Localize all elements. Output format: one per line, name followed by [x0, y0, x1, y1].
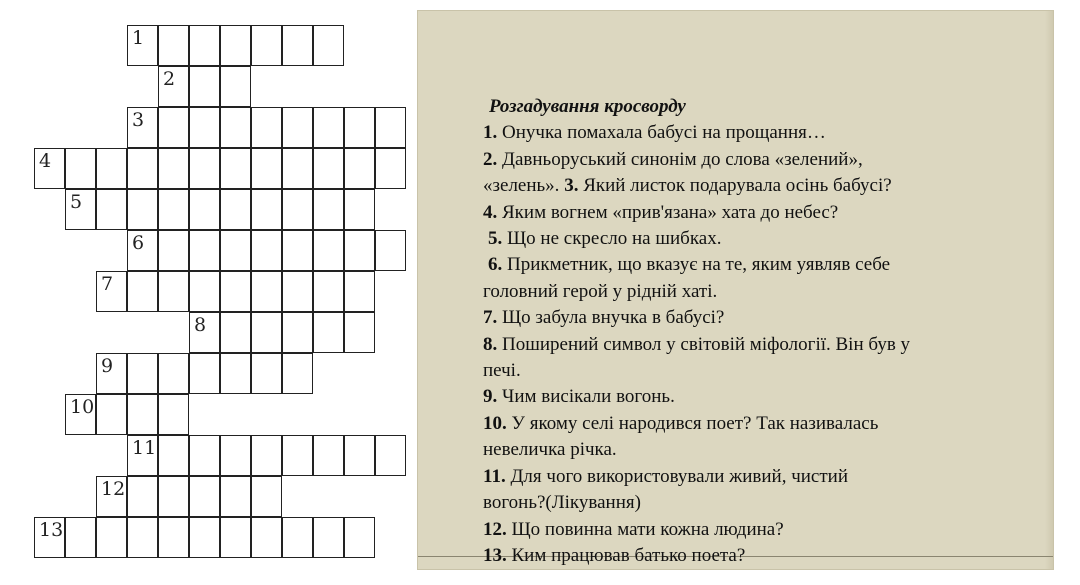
clue-7	[483, 305, 1003, 331]
clue-4	[483, 200, 1003, 226]
clue-number-label: 11	[132, 437, 157, 459]
crossword-cell[interactable]	[189, 230, 220, 271]
crossword-cell[interactable]	[96, 394, 127, 435]
clue-number-label: 13	[39, 519, 64, 541]
clue-2	[483, 147, 1003, 173]
clue-text: Давньоруський синонім до слова «зелений»,	[497, 148, 863, 170]
crossword-cell[interactable]	[127, 148, 158, 189]
clue-number: 6.	[488, 254, 503, 276]
clue-text: «зелень».	[483, 175, 565, 197]
clue-number: 7.	[483, 307, 498, 329]
clue-6	[483, 252, 1003, 278]
crossword-cell[interactable]	[375, 107, 406, 148]
clue-text: Який листок подарувала осінь бабусі?	[578, 175, 892, 197]
crossword-cell[interactable]	[220, 312, 251, 353]
clue-text: Яким вогнем «прив'язана» хата до небес?	[497, 201, 839, 223]
crossword-cell[interactable]	[96, 353, 127, 394]
clue-text: Чим висікали вогонь.	[497, 386, 675, 408]
clue-text: Що не скресло на шибках.	[502, 228, 722, 250]
clue-8-cont: печі.	[483, 360, 521, 382]
clue-number-label: 2	[163, 68, 176, 90]
crossword-cell[interactable]	[220, 353, 251, 394]
crossword-cell[interactable]	[220, 230, 251, 271]
crossword-cell[interactable]	[158, 517, 189, 558]
clue-11	[483, 464, 1003, 490]
crossword-cell[interactable]	[251, 271, 282, 312]
clue-number: 10.	[483, 412, 507, 434]
crossword-cell[interactable]	[251, 148, 282, 189]
crossword-cell[interactable]	[344, 230, 375, 271]
crossword-cell[interactable]	[344, 435, 375, 476]
clue-number-label: 9	[101, 355, 114, 377]
clue-2-3	[483, 173, 1003, 199]
clue-number-label: 1	[132, 27, 145, 49]
crossword-cell[interactable]	[251, 230, 282, 271]
panel-shade	[1045, 11, 1053, 569]
clue-number-label: 7	[101, 273, 114, 295]
clue-11-cont: вогонь?(Лікування)	[483, 492, 641, 514]
clue-text: Онучка помахала бабусі на прощання…	[497, 122, 826, 144]
crossword-cell[interactable]	[127, 271, 158, 312]
clue-1	[483, 120, 1003, 146]
crossword-cell[interactable]	[158, 476, 189, 517]
crossword-cell[interactable]	[282, 435, 313, 476]
crossword-cell[interactable]	[189, 476, 220, 517]
crossword-cell[interactable]	[65, 189, 96, 230]
crossword-cell[interactable]	[313, 189, 344, 230]
clue-number: 13.	[483, 544, 507, 566]
clue-number-label: 8	[194, 314, 207, 336]
crossword-cell[interactable]	[158, 353, 189, 394]
clue-number: 8.	[483, 333, 498, 355]
crossword-cell[interactable]	[96, 189, 127, 230]
crossword-cell[interactable]	[282, 25, 313, 66]
crossword-cell[interactable]	[127, 517, 158, 558]
crossword-cell[interactable]	[220, 107, 251, 148]
clue-text: Для чого використовували живий, чистий	[505, 465, 849, 487]
crossword-cell[interactable]	[220, 517, 251, 558]
crossword-cell[interactable]	[189, 517, 220, 558]
crossword-cell[interactable]	[251, 312, 282, 353]
clue-number: 9.	[483, 386, 498, 408]
clue-5	[483, 226, 1003, 252]
crossword-cell[interactable]	[96, 517, 127, 558]
crossword-cell[interactable]	[158, 230, 189, 271]
clue-9	[483, 384, 1003, 410]
crossword-cell[interactable]	[34, 517, 65, 558]
crossword-cell[interactable]	[251, 353, 282, 394]
crossword-cell[interactable]	[375, 148, 406, 189]
crossword-cell[interactable]	[65, 394, 96, 435]
crossword-cell[interactable]	[220, 435, 251, 476]
crossword-cell[interactable]	[189, 25, 220, 66]
clue-number-label: 10	[70, 396, 95, 418]
crossword-cell[interactable]	[96, 271, 127, 312]
crossword-cell[interactable]	[313, 435, 344, 476]
crossword-cell[interactable]	[127, 394, 158, 435]
crossword-cell[interactable]	[282, 517, 313, 558]
clue-number-label: 12	[101, 478, 126, 500]
crossword-cell[interactable]	[220, 66, 251, 107]
crossword-cell[interactable]	[282, 312, 313, 353]
crossword-cell[interactable]	[282, 148, 313, 189]
crossword-cell[interactable]	[189, 148, 220, 189]
clue-number-label: 6	[132, 232, 145, 254]
clues-title: Розгадування кросворду	[489, 96, 686, 117]
crossword-cell[interactable]	[189, 189, 220, 230]
crossword-cell[interactable]	[313, 148, 344, 189]
crossword-cell[interactable]	[282, 189, 313, 230]
crossword-cell[interactable]	[313, 230, 344, 271]
crossword-cell[interactable]	[96, 148, 127, 189]
crossword-cell[interactable]	[189, 66, 220, 107]
crossword-cell[interactable]	[313, 312, 344, 353]
crossword-cell[interactable]	[127, 107, 158, 148]
crossword-cell[interactable]	[375, 435, 406, 476]
clue-number: 3.	[564, 175, 579, 197]
crossword-cell[interactable]	[158, 66, 189, 107]
crossword-cell[interactable]	[158, 25, 189, 66]
clue-number: 5.	[488, 228, 503, 250]
crossword-cell[interactable]	[189, 312, 220, 353]
crossword-cell[interactable]	[189, 107, 220, 148]
clue-10-cont: невеличка річка.	[483, 439, 617, 461]
crossword-cell[interactable]	[220, 476, 251, 517]
crossword-cell[interactable]	[127, 435, 158, 476]
clue-text: Прикметник, що вказує на те, яким уявляв себе	[502, 254, 891, 276]
crossword-cell[interactable]	[65, 517, 96, 558]
crossword-cell[interactable]	[282, 353, 313, 394]
crossword-cell[interactable]	[251, 189, 282, 230]
crossword-cell[interactable]	[158, 271, 189, 312]
crossword-cell[interactable]	[220, 148, 251, 189]
crossword-cell[interactable]	[96, 476, 127, 517]
crossword-cell[interactable]	[251, 107, 282, 148]
crossword-cell[interactable]	[344, 148, 375, 189]
crossword-cell[interactable]	[344, 107, 375, 148]
crossword-cell[interactable]	[282, 107, 313, 148]
crossword-cell[interactable]	[251, 517, 282, 558]
crossword-cell[interactable]	[158, 435, 189, 476]
clue-number: 12.	[483, 518, 507, 540]
crossword-cell[interactable]	[158, 189, 189, 230]
crossword-cell[interactable]	[127, 189, 158, 230]
crossword-cell[interactable]	[158, 107, 189, 148]
clue-text: Що забула внучка в бабусі?	[497, 307, 725, 329]
clue-13	[483, 543, 1003, 569]
crossword-cell[interactable]	[344, 271, 375, 312]
crossword-cell[interactable]	[251, 25, 282, 66]
crossword-cell[interactable]	[189, 353, 220, 394]
crossword-cell[interactable]	[251, 435, 282, 476]
crossword-cell[interactable]	[127, 353, 158, 394]
clue-6-cont: головний герой у рідній хаті.	[483, 280, 718, 302]
crossword-cell[interactable]	[282, 271, 313, 312]
clue-text: Що повинна мати кожна людина?	[506, 518, 784, 540]
clue-text: Поширений символ у світовій міфології. Він був у	[497, 333, 911, 355]
clues-panel	[417, 10, 1054, 570]
crossword-cell[interactable]	[313, 271, 344, 312]
clue-text: Ким працював батько поета?	[506, 544, 746, 566]
clue-number: 2.	[483, 148, 498, 170]
clue-number: 1.	[483, 122, 498, 144]
crossword-cell[interactable]	[189, 271, 220, 312]
crossword-cell[interactable]	[313, 107, 344, 148]
clue-number-label: 3	[132, 109, 145, 131]
clue-8	[483, 332, 1003, 358]
crossword-cell[interactable]	[344, 312, 375, 353]
clue-number-label: 4	[39, 150, 52, 172]
crossword-cell[interactable]	[344, 517, 375, 558]
clue-number: 11.	[483, 465, 506, 487]
crossword-cell[interactable]	[189, 435, 220, 476]
crossword-cell[interactable]	[127, 476, 158, 517]
crossword-cell[interactable]	[220, 189, 251, 230]
crossword-cell[interactable]	[127, 230, 158, 271]
crossword-cell[interactable]	[313, 25, 344, 66]
crossword-cell[interactable]	[344, 189, 375, 230]
crossword-cell[interactable]	[158, 394, 189, 435]
clue-10	[483, 411, 1003, 437]
crossword-cell[interactable]	[158, 148, 189, 189]
crossword-cell[interactable]	[375, 230, 406, 271]
crossword-cell[interactable]	[313, 517, 344, 558]
clue-text: У якому селі народився поет? Так називалась	[506, 412, 879, 434]
crossword-cell[interactable]	[65, 148, 96, 189]
crossword-cell[interactable]	[251, 476, 282, 517]
clue-number-label: 5	[70, 191, 83, 213]
crossword-grid	[0, 0, 420, 585]
clue-12	[483, 517, 1003, 543]
clue-number: 4.	[483, 201, 498, 223]
clues-list	[483, 94, 1003, 569]
crossword-cell[interactable]	[220, 25, 251, 66]
crossword-cell[interactable]	[282, 230, 313, 271]
crossword-cell[interactable]	[127, 25, 158, 66]
crossword-cell[interactable]	[34, 148, 65, 189]
crossword-cell[interactable]	[220, 271, 251, 312]
